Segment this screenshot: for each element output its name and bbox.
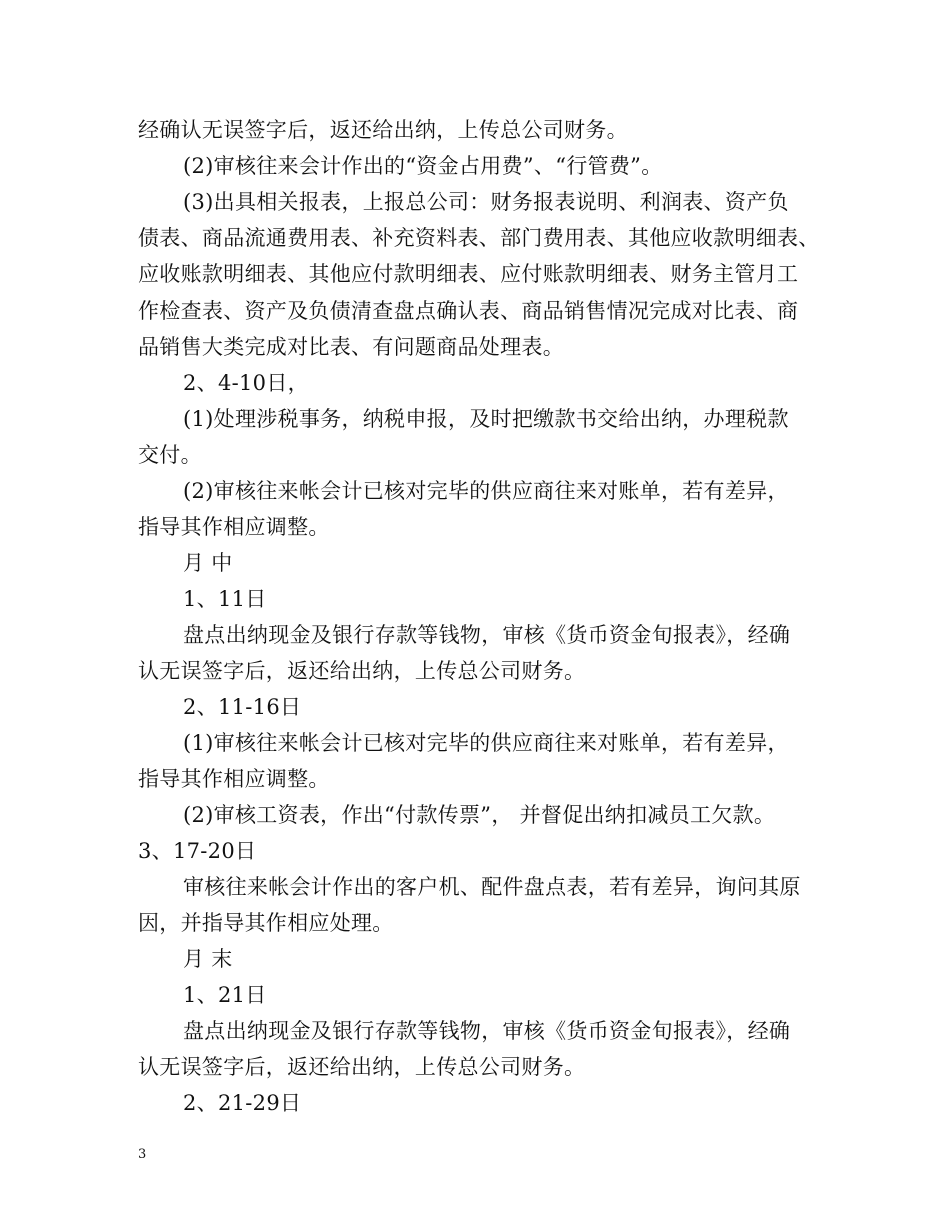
section-heading: 2、21-29日 — [183, 1091, 302, 1115]
section-heading: 月 中 — [183, 551, 233, 575]
text-line: 指导其作相应调整。 — [138, 767, 330, 791]
text-line: (2)审核工资表，作出“付款传票”， 并督促出纳扣减员工欠款。 — [183, 803, 776, 827]
section-heading: 1、21日 — [183, 983, 267, 1007]
text-line: 指导其作相应调整。 — [138, 515, 330, 539]
text-line: (1)审核往来帐会计已核对完毕的供应商往来对账单，若有差异， — [183, 731, 789, 755]
section-heading: 月 末 — [183, 947, 233, 971]
text-line: 认无误签字后，返还给出纳，上传总公司财务。 — [138, 659, 586, 683]
text-line: 审核往来帐会计作出的客户机、配件盘点表，若有差异，询问其原 — [183, 875, 801, 899]
text-line: (1)处理涉税事务，纳税申报，及时把缴款书交给出纳，办理税款 — [183, 407, 789, 431]
text-line: 品销售大类完成对比表、有问题商品处理表。 — [138, 335, 564, 359]
text-line: 因，并指导其作相应处理。 — [138, 911, 394, 935]
text-line: 应收账款明细表、其他应付款明细表、应付账款明细表、财务主管月工 — [138, 262, 799, 286]
text-line: (3)出具相关报表，上报总公司：财务报表说明、利润表、资产负 — [183, 190, 789, 214]
section-heading: 2、11-16日 — [183, 695, 302, 719]
text-line: (2)审核往来帐会计已核对完毕的供应商往来对账单，若有差异， — [183, 479, 789, 503]
text-line: 认无误签字后，返还给出纳，上传总公司财务。 — [138, 1055, 586, 1079]
text-line: (2)审核往来会计作出的“资金占用费”、“行管费”。 — [183, 154, 663, 178]
text-line: 作检查表、资产及负债清查盘点确认表、商品销售情况完成对比表、商 — [138, 299, 799, 323]
section-heading: 1、11日 — [183, 587, 267, 611]
page-number: 3 — [138, 1147, 147, 1162]
text-line: 交付。 — [138, 443, 202, 467]
section-heading: 3、17-20日 — [138, 839, 257, 863]
text-line: 盘点出纳现金及银行存款等钱物，审核《货币资金旬报表》，经确 — [183, 623, 791, 647]
text-line: 盘点出纳现金及银行存款等钱物，审核《货币资金旬报表》，经确 — [183, 1019, 791, 1043]
text-line: 经确认无误签字后，返还给出纳，上传总公司财务。 — [138, 118, 628, 142]
section-heading: 2、4-10日， — [183, 371, 309, 395]
text-line: 债表、商品流通费用表、补充资料表、部门费用表、其他应收款明细表、 — [138, 226, 820, 250]
